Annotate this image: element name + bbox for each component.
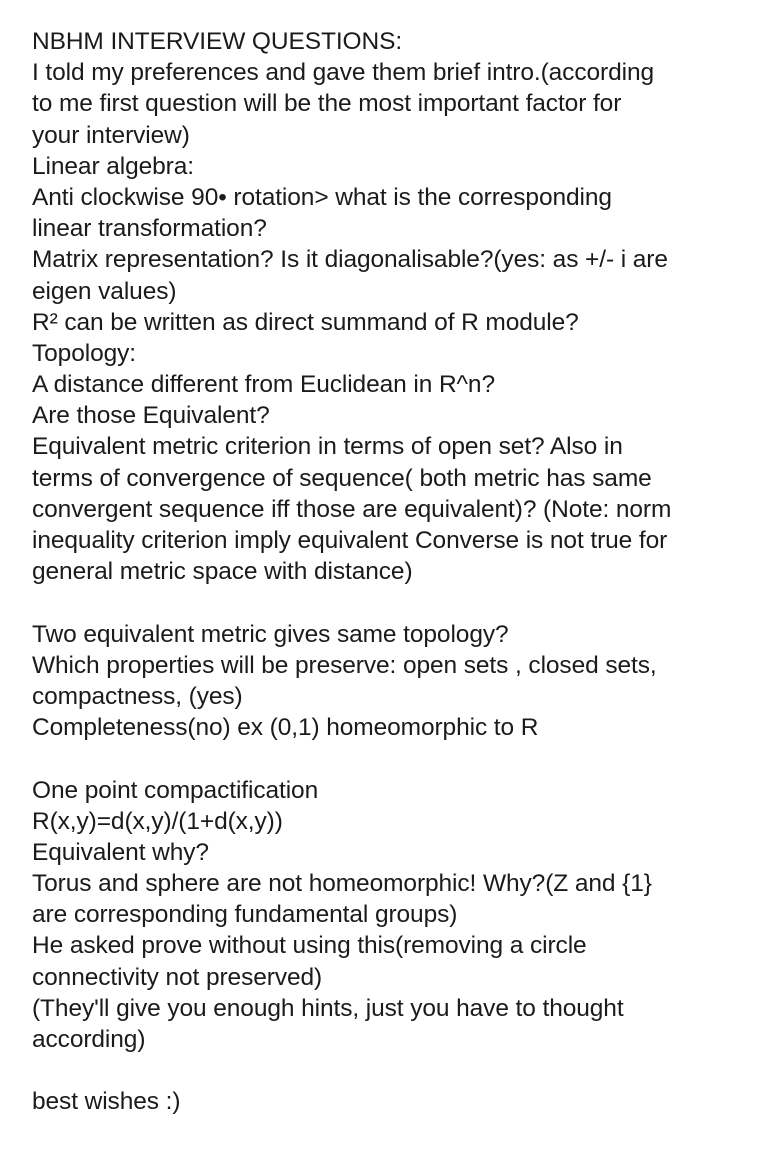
note-text [32, 26, 748, 1118]
text-line: I told my preferences and gave them brief intro.(according [32, 59, 654, 87]
text-line: inequality criterion imply equivalent Converse is not true for [32, 527, 668, 554]
text-line: terms of convergence of sequence( both metric has same [32, 464, 652, 492]
text-line: your interview) [32, 121, 190, 149]
text-line: according) [32, 1026, 146, 1053]
text-line: He asked prove without using this(removing a circle [32, 932, 587, 960]
text-line: Torus and sphere are not homeomorphic! Why?(Z and {1} [32, 870, 652, 898]
text-line: convergent sequence iff those are equivalent)? (Note: norm [32, 495, 672, 523]
text-line: connectivity not preserved) [32, 963, 323, 991]
section-heading-topology: Topology: [32, 339, 136, 367]
text-line: to me first question will be the most important factor for [32, 90, 622, 118]
text-line: Matrix representation? Is it diagonalisable?(yes: as +/- i are [32, 246, 668, 274]
text-line: Completeness(no) ex (0,1) homeomorphic to R [32, 714, 539, 742]
section-heading-linear-algebra: Linear algebra: [32, 152, 194, 180]
note-title: NBHM INTERVIEW QUESTIONS: [32, 28, 403, 55]
text-line: One point compactification [32, 776, 319, 804]
text-line: linear transformation? [32, 215, 267, 243]
text-line: Equivalent metric criterion in terms of open set? Also in [32, 433, 623, 461]
text-line: Equivalent why? [32, 838, 209, 866]
text-line: eigen values) [32, 277, 177, 305]
text-line: Two equivalent metric gives same topology? [32, 620, 509, 648]
text-line: R(x,y)=d(x,y)/(1+d(x,y)) [32, 807, 283, 835]
text-line: compactness, (yes) [32, 682, 243, 710]
text-line: Which properties will be preserve: open sets , closed sets, [32, 651, 657, 679]
text-line: R² can be written as direct summand of R module? [32, 308, 579, 336]
text-line: general metric space with distance) [32, 558, 413, 586]
text-line: Anti clockwise 90• rotation> what is the corresponding [32, 183, 612, 211]
blank-line [32, 743, 748, 774]
text-line: A distance different from Euclidean in R^n? [32, 371, 495, 399]
text-line: are corresponding fundamental groups) [32, 901, 458, 929]
text-line: Are those Equivalent? [32, 402, 270, 430]
blank-line [32, 587, 748, 618]
blank-line [32, 1055, 748, 1086]
text-line: (They'll give you enough hints, just you have to thought [32, 994, 624, 1022]
closing-line: best wishes :) [32, 1088, 181, 1116]
